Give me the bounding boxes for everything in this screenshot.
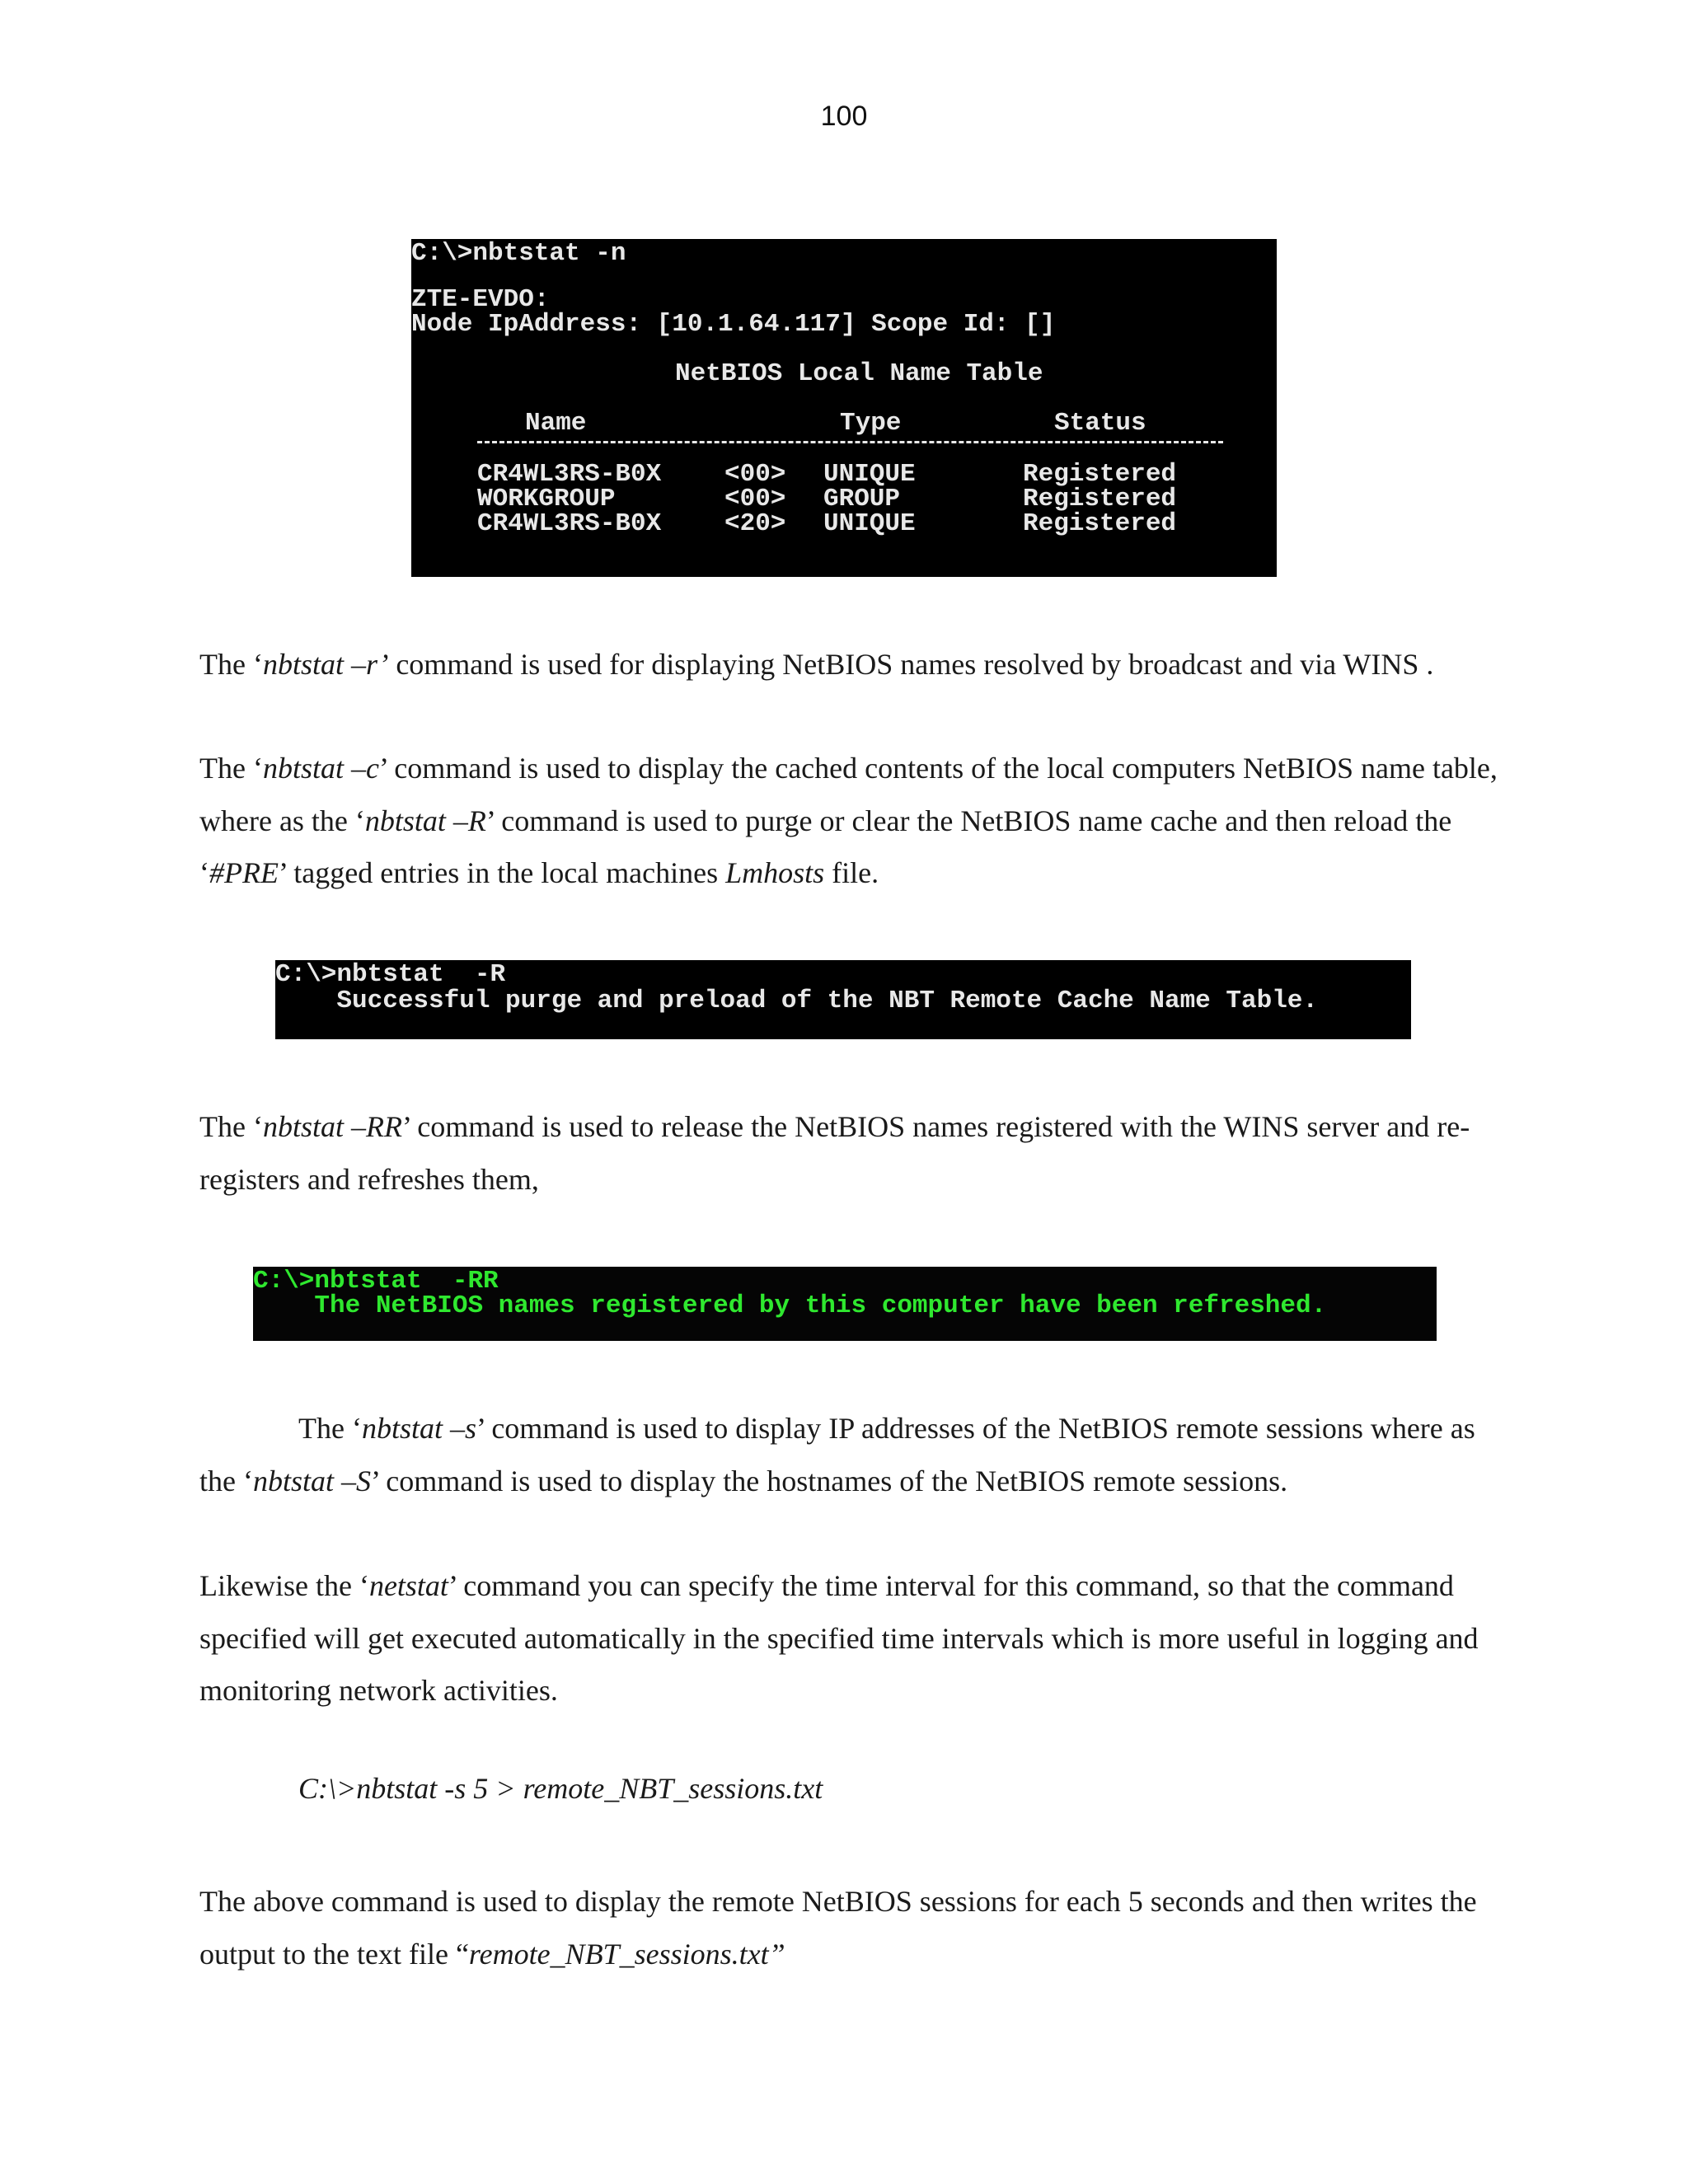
paragraph-above-command: The above command is used to display the remote NetBIOS sessions for each 5 seconds and then writes the output to the text file “remote_NBT_sessions.txt” [199,1885,1477,1971]
table-row-code: <20> [724,509,786,538]
page-number: 100 [820,101,868,132]
terminal-command: C:\>nbtstat -n [411,239,626,268]
paragraph-netstat-interval: Likewise the ‘netstat’ command you can specify the time interval for this command, so that the command specified will get executed automatically in the specified time intervals which is more useful in logging and monitoring network activities. [199,1569,1479,1707]
terminal-output: The NetBIOS names registered by this computer have been refreshed. [253,1291,1327,1320]
nbtstat-n-terminal-screenshot [411,239,1277,577]
terminal-node-line: Node IpAddress: [10.1.64.117] Scope Id: [] [411,310,1056,339]
table-row-type: UNIQUE [823,460,916,489]
paragraph-nbtstat-c: The ‘nbtstat –c’ command is used to display the cached contents of the local computers NetBIOS name table, where as the ‘nbtstat –R’ command is used to purge or clear the NetBIOS name cache and then reload the ‘#PRE’ tagged entries in the local machines Lmhosts file. [199,752,1498,889]
terminal-host: ZTE-EVDO: [411,285,550,314]
table-row-name: CR4WL3RS-B0X [477,509,662,538]
table-row-type: GROUP [823,485,901,513]
terminal-header-type: Type [840,409,902,438]
table-row-code: <00> [724,485,786,513]
table-row-name: CR4WL3RS-B0X [477,460,662,489]
table-row-status: Registered [1023,485,1177,513]
table-row-status: Registered [1023,509,1177,538]
nbtstat-RR-terminal-screenshot [253,1267,1437,1341]
terminal-command: C:\>nbtstat -R [275,960,506,989]
paragraph-nbtstat-r: The ‘nbtstat –r’ command is used for displaying NetBIOS names resolved by broadcast and via WINS . [199,648,1434,681]
table-row-code: <00> [724,460,786,489]
terminal-table-title: NetBIOS Local Name Table [675,359,1043,388]
code-example: C:\>nbtstat -s 5 > remote_NBT_sessions.txt [298,1772,823,1805]
terminal-command: C:\>nbtstat -RR [253,1267,499,1296]
table-row-name: WORKGROUP [477,485,616,513]
terminal-table-divider [477,441,1223,443]
table-row-status: Registered [1023,460,1177,489]
terminal-output: Successful purge and preload of the NBT Remote Cache Name Table. [275,987,1319,1015]
nbtstat-R-terminal-screenshot [275,960,1411,1039]
terminal-header-name: Name [525,409,587,438]
paragraph-nbtstat-rr: The ‘nbtstat –RR’ command is used to release the NetBIOS names registered with the WINS server and re-registers and refreshes them, [199,1110,1470,1196]
paragraph-nbtstat-s: The ‘nbtstat –s’ command is used to display IP addresses of the NetBIOS remote sessions where as the ‘nbtstat –S’ command is used to display the hostnames of the NetBIOS remote sessions. [199,1412,1475,1497]
terminal-header-status: Status [1054,409,1146,438]
table-row-type: UNIQUE [823,509,916,538]
